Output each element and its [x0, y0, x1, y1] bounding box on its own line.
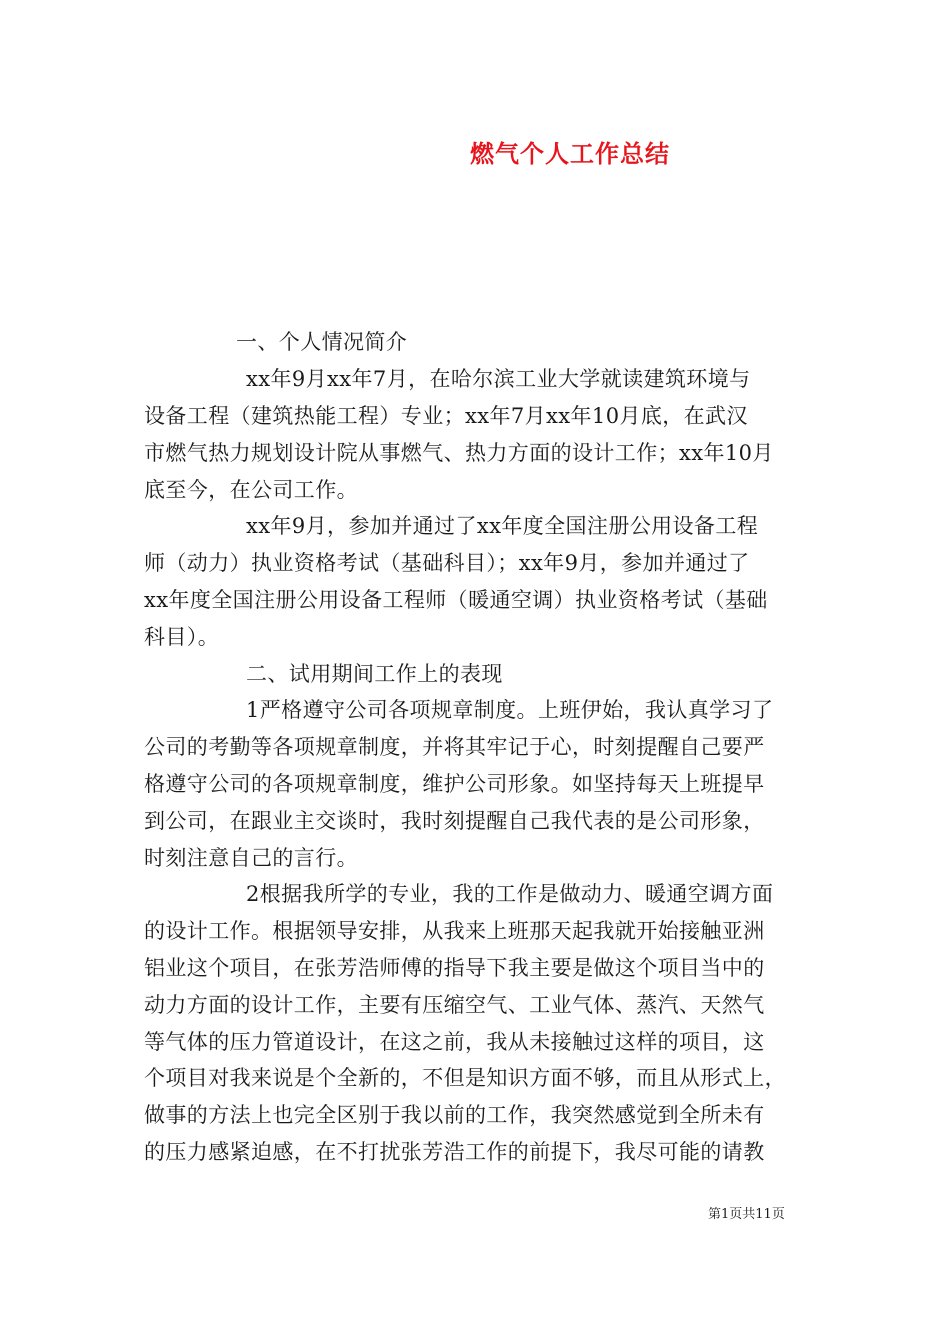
paragraph-line: 师（动力）执业资格考试（基础科目）；xx年9月，参加并通过了 — [144, 551, 750, 575]
paragraph-line: 2根据我所学的专业，我的工作是做动力、暖通空调方面 — [246, 882, 774, 906]
paragraph-line: xx年9月xx年7月，在哈尔滨工业大学就读建筑环境与 — [246, 367, 751, 391]
paragraph-line: 等气体的压力管道设计，在这之前，我从未接触过这样的项目，这 — [144, 1030, 765, 1054]
paragraph-line: 的设计工作。根据领导安排，从我来上班那天起我就开始接触亚洲 — [144, 919, 765, 943]
paragraph-line: 动力方面的设计工作，主要有压缩空气、工业气体、蒸汽、天然气 — [144, 993, 765, 1017]
paragraph-line: xx年9月，参加并通过了xx年度全国注册公用设备工程 — [246, 514, 759, 538]
paragraph-line: 1严格遵守公司各项规章制度。上班伊始，我认真学习了 — [246, 698, 774, 722]
paragraph-line: 铝业这个项目，在张芳浩师傅的指导下我主要是做这个项目当中的 — [144, 956, 765, 980]
paragraph-line: xx年度全国注册公用设备工程师（暖通空调）执业资格考试（基础 — [144, 588, 768, 612]
paragraph-line: 科目）。 — [144, 625, 220, 649]
paragraph-line: 市燃气热力规划设计院从事燃气、热力方面的设计工作；xx年10月 — [144, 441, 774, 465]
paragraph-line: 的压力感紧迫感，在不打扰张芳浩工作的前提下，我尽可能的请教 — [144, 1140, 765, 1164]
paragraph-line: 公司的考勤等各项规章制度，并将其牢记于心，时刻提醒自己要严 — [144, 735, 765, 759]
paragraph-line: 时刻注意自己的言行。 — [144, 846, 358, 870]
section-heading: 一、个人情况简介 — [236, 330, 408, 354]
paragraph-line: 底至今，在公司工作。 — [144, 478, 358, 502]
paragraph-line: 设备工程（建筑热能工程）专业；xx年7月xx年10月底，在武汉 — [144, 404, 748, 428]
page-number-footer: 第1页共11页 — [708, 1207, 785, 1222]
paragraph-line: 个项目对我来说是个全新的，不但是知识方面不够，而且从形式上， — [144, 1066, 786, 1090]
paragraph-line: 做事的方法上也完全区别于我以前的工作，我突然感觉到全所未有 — [144, 1103, 765, 1127]
paragraph-line: 格遵守公司的各项规章制度，维护公司形象。如坚持每天上班提早 — [144, 772, 765, 796]
section-heading: 二、试用期间工作上的表现 — [246, 662, 503, 686]
paragraph-line: 到公司，在跟业主交谈时，我时刻提醒自己我代表的是公司形象， — [144, 809, 765, 833]
document-title: 燃气个人工作总结 — [470, 139, 670, 168]
